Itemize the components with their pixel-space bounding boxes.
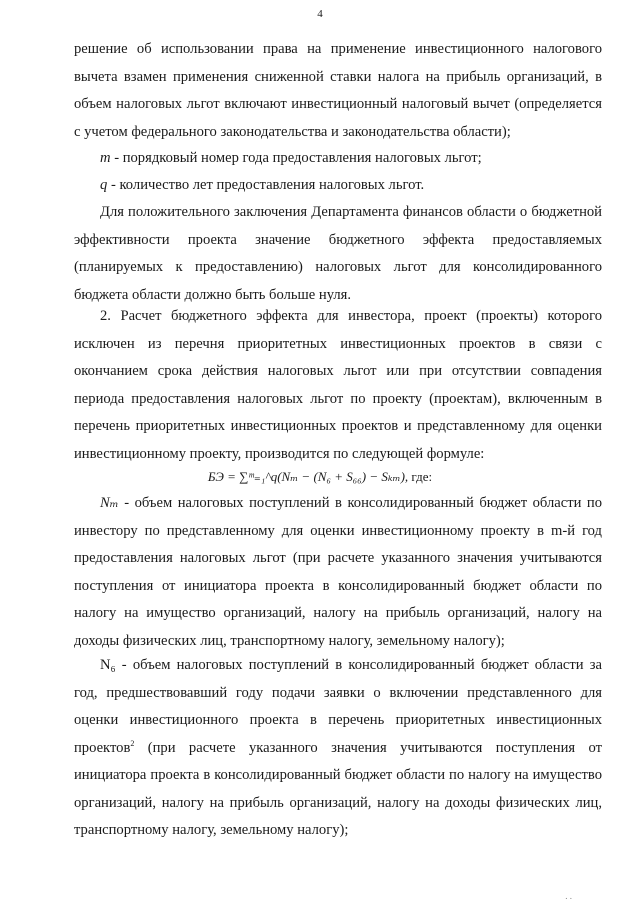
paragraph-investment-deduction [74,36,602,146]
symbol-q: q [100,177,108,193]
paragraph-nm-definition [74,490,602,655]
paragraph-nb-definition [74,652,602,845]
definition-text: - количество лет предоставления налоговых льгот. [107,177,425,193]
scan-artifact: . . [565,891,572,901]
page-number: 4 [317,8,323,20]
paragraph-calculation-method [74,303,602,468]
paragraph-text: решение об использовании права на применение инвестиционного налогового вычета взамен применения сниженной ставки налога на прибыль организаций, в объем налоговых льгот включают инвестиционный налоговый вычет (определяется с учетом федерального законодательства и законодательства области); [74,41,602,140]
definition-text: - объем налоговых поступлений в консолидированный бюджет области за год, предшествовавший году подачи заявки о включении представленного для оценки инвестиционного проекта в перечень приоритетных инвестиционных проектов [74,657,602,756]
definition-text: - порядковый номер года предоставления налоговых льгот; [110,150,482,166]
symbol-nb: N₆ [100,657,116,673]
definition-text-continued: (при расчете указанного значения учитываются поступления от инициатора проекта в консолидированный бюджет области по налогу на имущество организаций, налогу на прибыль организаций, налогу на доходы физических лиц, транспортному налогу, земельному налогу); [74,739,602,838]
formula-expression: БЭ = ∑ᵐ₌₁^q(Nₘ − (N₆ + S₆₆) − Sₖₘ), [207,469,409,484]
paragraph-m-definition [74,145,602,173]
definition-text: - объем налоговых поступлений в консолидированный бюджет области по инвестору по представленному для оценки инвестиционному проекту в m-й год предоставления налоговых льгот (при расчете указанного значения учитываются поступления от инициатора проекта в консолидированный бюджет области по налогу на имущество организаций, налогу на прибыль организаций, налогу на доходы физических лиц, транспортному налогу, земельному налогу); [74,495,602,649]
budget-effect-formula [0,467,640,487]
footnote-marker: 2 [130,738,135,748]
formula-tail: где: [408,469,433,484]
paragraph-positive-conclusion [74,199,602,309]
paragraph-text: Для положительного заключения Департамента финансов области о бюджетной эффективности проекта значение бюджетного эффекта предоставляемых (планируемых к предоставлению) налоговых льгот для консолидированного бюджета области должно быть больше нуля. [74,204,602,303]
paragraph-q-definition [74,172,602,200]
symbol-m: m [100,150,111,166]
paragraph-text: 2. Расчет бюджетного эффекта для инвестора, проект (проекты) которого исключен из перечня приоритетных инвестиционных проектов в связи с окончанием срока действия налоговых льгот или при отсутствии совпадения периода предоставления налоговых льгот по проекту (проектам), включенным в перечень приоритетных инвестиционных проектов и представленному для оценки инвестиционному проекту, производится по следующей формуле: [74,308,602,462]
symbol-nm: Nₘ [100,495,119,511]
